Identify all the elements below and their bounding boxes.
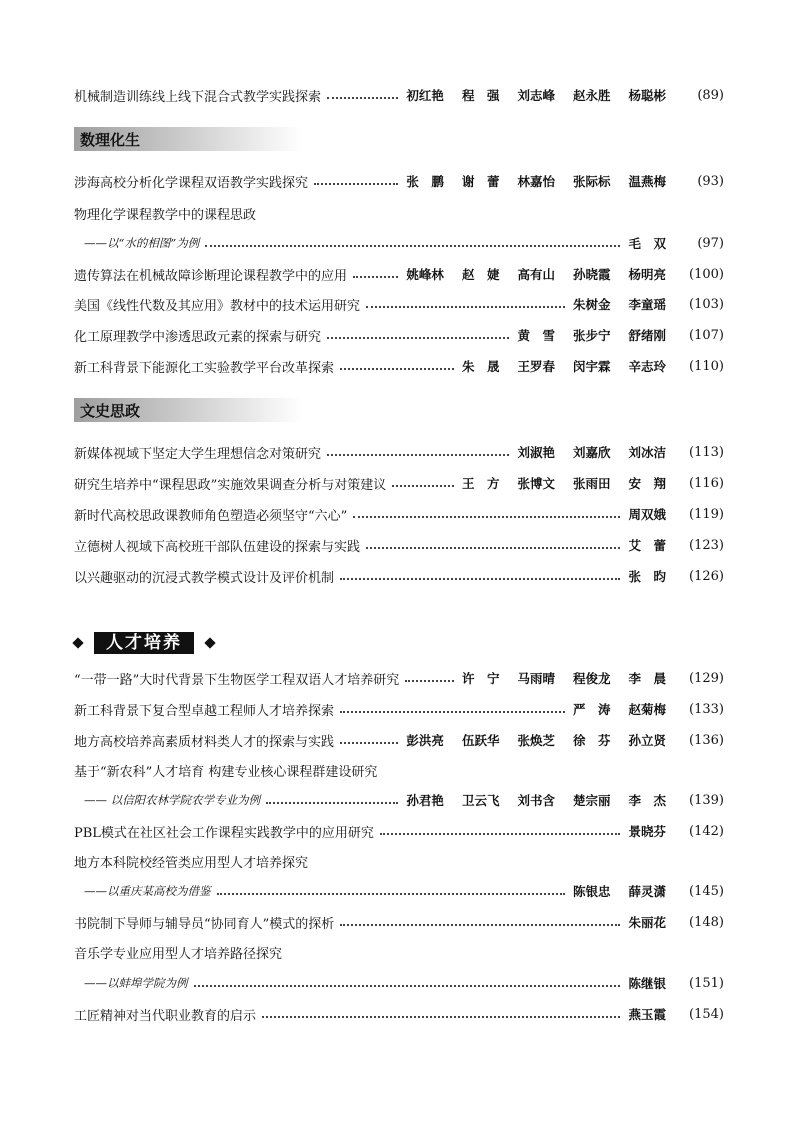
entry-page: (103) [689, 296, 724, 312]
dot-leader [340, 924, 620, 926]
entry-page: (119) [689, 506, 724, 522]
entry-authors: 刘淑艳 刘嘉欣 刘冰洁 [517, 445, 666, 460]
toc-entry[interactable] [74, 83, 724, 107]
entry-authors: 黄 雪 张步宁 舒绪刚 [517, 328, 666, 343]
entry-title: 美国《线性代数及其应用》教材中的技术运用研究 [74, 298, 361, 314]
entry-page: (142) [689, 823, 724, 839]
toc-entry[interactable] [74, 940, 724, 964]
entry-authors: 朱 晟 王罗春 闵宇霖 辛志玲 [461, 359, 666, 374]
toc-entry[interactable] [74, 440, 724, 464]
dot-leader [380, 833, 621, 835]
entry-title: 地方本科院校经管类应用型人才培养探究 [74, 855, 309, 871]
entry-title: 新工科背景下能源化工实验教学平台改革探索 [74, 360, 335, 376]
entry-page: (89) [697, 87, 724, 103]
entry-authors: 王 方 张博文 张雨田 安 翔 [461, 476, 666, 491]
section-heading: 文史思政 [74, 398, 302, 422]
entry-title: 化工原理教学中渗透思政元素的探索与研究 [74, 329, 322, 345]
dot-leader [205, 245, 620, 247]
entry-title: 物理化学课程教学中的课程思政 [74, 207, 257, 223]
entry-page: (126) [689, 568, 724, 584]
entry-subtitle: ——以重庆某高校为借鉴 [84, 884, 211, 898]
dot-leader [327, 97, 398, 99]
entry-authors: 张 昀 [628, 569, 666, 584]
toc-entry[interactable] [74, 201, 724, 225]
entry-page: (93) [697, 173, 724, 189]
entry-title: 以兴趣驱动的沉浸式教学模式设计及评价机制 [74, 570, 335, 586]
dot-leader [366, 547, 620, 549]
entry-page: (136) [689, 732, 724, 748]
entry-title: 机械制造训练线上线下混合式教学实践探索 [74, 89, 322, 105]
dot-leader [217, 893, 565, 895]
entry-page: (139) [689, 792, 724, 808]
toc-entry[interactable] [74, 354, 724, 378]
dot-leader [392, 485, 454, 487]
toc-entry[interactable] [74, 819, 724, 843]
entry-authors: 初红艳 程 强 刘志峰 赵永胜 杨聪彬 [406, 88, 666, 103]
section-heading: 数理化生 [74, 127, 302, 151]
entry-authors: 彭洪亮 伍跃华 张焕芝 徐 芬 孙立贤 [406, 733, 666, 748]
toc-entry[interactable] [74, 502, 724, 526]
major-section-heading [74, 632, 214, 654]
entry-title: 新工科背景下复合型卓越工程师人才培养探索 [74, 703, 335, 719]
entry-title: 工匠精神对当代职业教育的启示 [74, 1008, 257, 1024]
diamond-right-icon [204, 637, 215, 648]
entry-authors: 陈银忠 薛灵潇 [572, 884, 666, 899]
toc-entry-subtitle[interactable] [74, 971, 724, 995]
entry-title: 书院制下导师与辅导员“协同育人”模式的探析 [74, 916, 335, 932]
entry-authors: 周双娥 [628, 507, 666, 522]
diamond-left-icon [72, 637, 83, 648]
toc-entry[interactable] [74, 471, 724, 495]
entry-authors: 许 宁 马雨晴 程俊龙 李 晨 [461, 671, 666, 686]
entry-title: 地方高校培养高素质材料类人才的探索与实践 [74, 734, 335, 750]
entry-title: 遗传算法在机械故障诊断理论课程教学中的应用 [74, 268, 348, 284]
dot-leader [340, 368, 454, 370]
toc-entry[interactable] [74, 564, 724, 588]
toc-entry[interactable] [74, 292, 724, 316]
toc-entry[interactable] [74, 728, 724, 752]
entry-title: 新媒体视域下坚定大学生理想信念对策研究 [74, 446, 322, 462]
entry-authors: 张 鹏 谢 蕾 林嘉怡 张际标 温燕梅 [406, 174, 666, 189]
entry-title: 涉海高校分析化学课程双语教学实践探究 [74, 175, 309, 191]
toc-entry[interactable] [74, 262, 724, 286]
toc-entry[interactable] [74, 533, 724, 557]
toc-entry[interactable] [74, 910, 724, 934]
entry-page: (151) [689, 975, 724, 991]
dot-leader [366, 306, 565, 308]
dot-leader [266, 802, 398, 804]
entry-title: PBL模式在社区社会工作课程实践教学中的应用研究 [74, 825, 374, 841]
toc-entry[interactable] [74, 758, 724, 782]
entry-authors: 燕玉霞 [628, 1007, 666, 1022]
entry-page: (154) [689, 1006, 724, 1022]
dot-leader [327, 337, 509, 339]
entry-authors: 朱树金 李童瑶 [572, 297, 666, 312]
entry-page: (97) [697, 235, 724, 251]
major-section-title: 人才培养 [94, 632, 194, 654]
entry-page: (148) [689, 914, 724, 930]
toc-entry[interactable] [74, 697, 724, 721]
dot-leader [340, 578, 620, 580]
dot-leader [405, 680, 454, 682]
dot-leader [353, 516, 620, 518]
entry-subtitle: ——以蚌埠学院为例 [84, 976, 188, 990]
toc-entry-subtitle[interactable] [74, 879, 724, 903]
entry-page: (107) [689, 327, 724, 343]
dot-leader [314, 183, 398, 185]
entry-title: “一带一路”大时代背景下生物医学工程双语人才培养研究 [74, 672, 400, 688]
toc-entry-subtitle[interactable] [74, 231, 724, 255]
toc-entry[interactable] [74, 666, 724, 690]
dot-leader [353, 276, 398, 278]
entry-authors: 朱丽花 [628, 915, 666, 930]
entry-page: (129) [689, 670, 724, 686]
entry-page: (110) [689, 358, 724, 374]
toc-entry[interactable] [74, 1002, 724, 1026]
entry-authors: 艾 蕾 [628, 538, 666, 553]
toc-entry[interactable] [74, 849, 724, 873]
entry-authors: 严 涛 赵菊梅 [572, 702, 666, 717]
entry-authors: 陈继银 [628, 976, 666, 991]
entry-title: 音乐学专业应用型人才培养路径探究 [74, 946, 283, 962]
entry-title: 新时代高校思政课教师角色塑造必须坚守“六心” [74, 508, 348, 524]
entry-title: 基于“新农科”人才培育 构建专业核心课程群建设研究 [74, 764, 378, 780]
entry-page: (100) [689, 266, 724, 282]
entry-title: 研究生培养中“课程思政”实施效果调查分析与对策建议 [74, 477, 387, 493]
toc-entry[interactable] [74, 169, 724, 193]
entry-subtitle: ——以“水的相图”为例 [84, 236, 200, 250]
dot-leader [327, 454, 509, 456]
entry-subtitle: —— 以信阳农林学院农学专业为例 [84, 793, 261, 807]
dot-leader [262, 1016, 620, 1018]
entry-title: 立德树人视域下高校班干部队伍建设的探索与实践 [74, 539, 361, 555]
dot-leader [340, 711, 565, 713]
entry-page: (133) [689, 701, 724, 717]
toc-entry-subtitle[interactable] [74, 788, 724, 812]
entry-authors: 姚峰林 赵 婕 高有山 孙晓霞 杨明亮 [406, 267, 666, 282]
entry-authors: 毛 双 [628, 236, 666, 251]
entry-page: (145) [689, 883, 724, 899]
entry-authors: 景晓芬 [628, 824, 666, 839]
entry-page: (113) [689, 444, 724, 460]
toc-entry[interactable] [74, 323, 724, 347]
entry-authors: 孙君艳 卫云飞 刘书含 楚宗丽 李 杰 [406, 793, 666, 808]
entry-page: (123) [689, 537, 724, 553]
dot-leader [340, 742, 398, 744]
dot-leader [194, 985, 621, 987]
entry-page: (116) [689, 475, 724, 491]
